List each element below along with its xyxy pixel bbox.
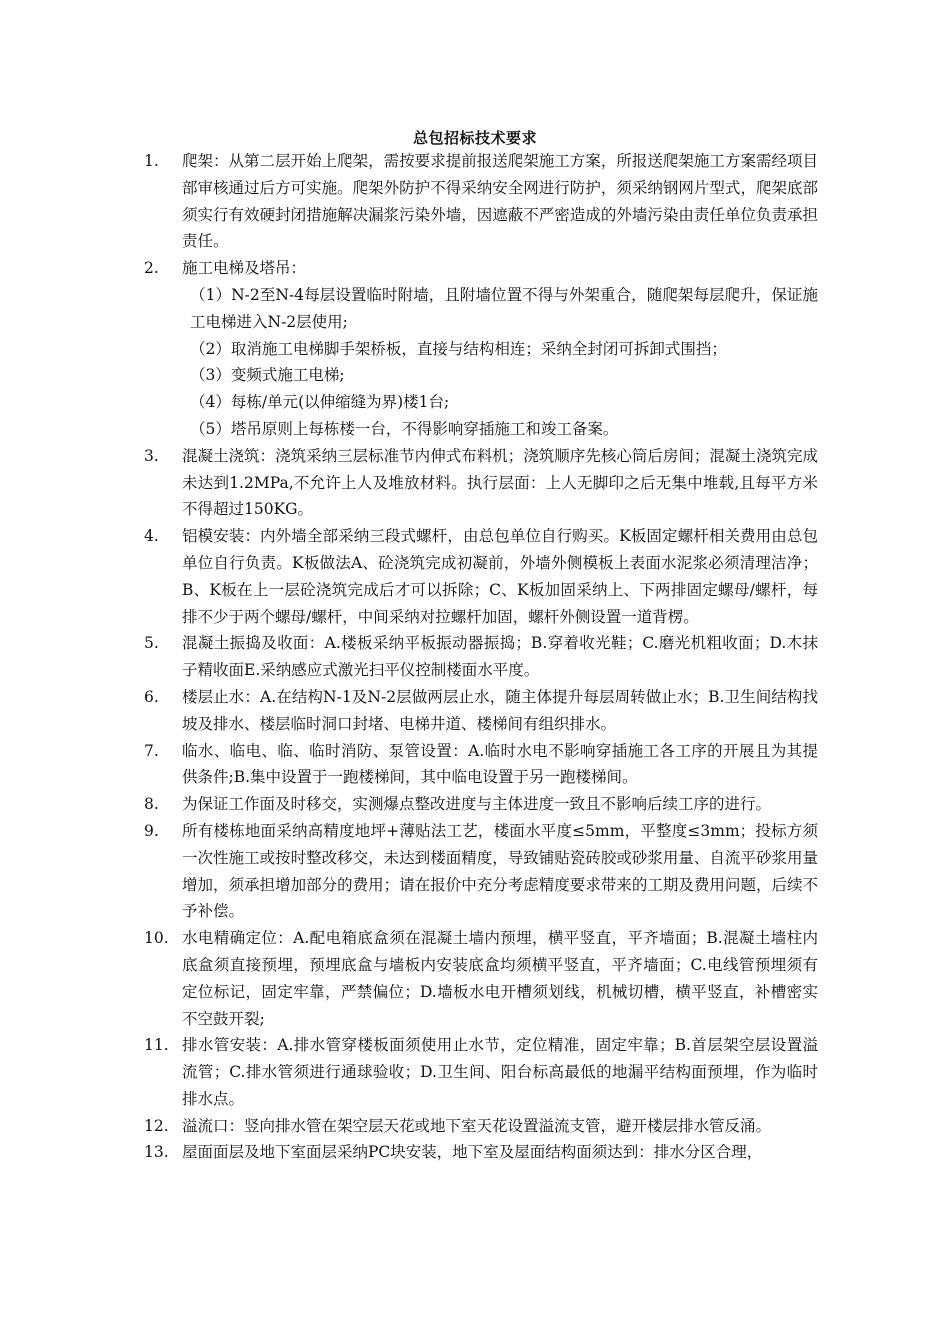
item-body	[182, 148, 818, 255]
item-number: 9.	[144, 821, 159, 840]
item-text: 为保证工作面及时移交，实测爆点整改进度与主体进度一致且不影响后续工序的进行。	[182, 795, 772, 814]
requirement-item	[138, 523, 818, 630]
item-body	[182, 925, 818, 1032]
item-body	[182, 255, 818, 443]
requirement-item	[138, 738, 818, 792]
item-number: 1.	[144, 152, 159, 170]
sub-item-list	[182, 282, 818, 443]
item-body	[182, 684, 818, 738]
requirement-item	[138, 818, 818, 925]
item-number: 7.	[144, 741, 159, 760]
item-body	[182, 1032, 818, 1112]
item-number: 10.	[144, 929, 169, 948]
sub-item: （1）N-2至N-4每层设置临时附墙，且附墙位置不得与外架重合，随爬架每层爬升，保证施工电梯进入N-2层使用;	[190, 285, 818, 331]
item-number: 8.	[144, 795, 159, 814]
item-text: 铝模安装：内外墙全部采纳三段式螺杆，由总包单位自行购买。K板固定螺杆相关费用由总包单位自行负责。K板做法A、砼浇筑完成初凝前，外墙外侧模板上表面水泥浆必须清理洁净；B、K板在上一层砼浇筑完成后才可以拆除；C、K板加固采纳上、下两排固定螺母/螺杆，每排不少于两个螺母/螺杆，中间采纳对拉螺杆加固，螺杆外侧设置一道背楞。	[182, 527, 818, 626]
requirement-item	[138, 148, 818, 255]
document-title: 总包招标技术要求	[412, 129, 537, 147]
item-body	[182, 1113, 818, 1140]
item-text: 混凝土振捣及收面：A.楼板采纳平板振动器振捣；B.穿着收光鞋；C.磨光机粗收面；D.木抹子精收面E.采纳感应式激光扫平仪控制楼面水平度。	[182, 634, 818, 680]
item-number: 3.	[144, 446, 159, 465]
item-body	[182, 738, 818, 792]
item-text: 溢流口：竖向排水管在架空层天花或地下室天花设置溢流支管，避开楼层排水管反涌。	[182, 1116, 772, 1135]
requirement-item	[138, 1113, 818, 1140]
requirement-item	[138, 443, 818, 523]
sub-item: （4）每栋/单元(以伸缩缝为界)楼1台;	[190, 393, 450, 412]
item-text: 临水、临电、临、临时消防、泵管设置：A.临时水电不影响穿插施工各工序的开展且为其提供条件;B.集中设置于一跑楼梯间，其中临电设置于另一跑楼梯间。	[182, 741, 818, 787]
item-body	[182, 443, 818, 523]
item-text: 楼层止水：A.在结构N-1及N-2层做两层止水，随主体提升每层周转做止水；B.卫生间结构找坡及排水、楼层临时洞口封堵、电梯井道、楼梯间有组织排水。	[182, 687, 818, 733]
item-text: 爬架：从第二层开始上爬架，需按要求提前报送爬架施工方案，所报送爬架施工方案需经项目部审核通过后方可实施。爬架外防护不得采纳安全网进行防护，须采纳钢网片型式，爬架底部须实行有效硬封闭措施解决漏浆污染外墙，因遮蔽不严密造成的外墙污染由责任单位负责承担责任。	[182, 152, 818, 251]
item-number: 12.	[144, 1116, 169, 1135]
requirement-item	[138, 1032, 818, 1112]
item-body	[182, 818, 818, 925]
item-number: 4.	[144, 527, 159, 546]
item-body	[182, 630, 818, 684]
item-number: 11.	[144, 1036, 169, 1055]
requirement-item	[138, 1139, 818, 1166]
item-body	[182, 1139, 818, 1166]
item-number: 2.	[144, 259, 159, 278]
item-number: 6.	[144, 687, 159, 706]
item-body	[182, 791, 818, 818]
requirement-item	[138, 791, 818, 818]
item-text: 所有楼栋地面采纳高精度地坪+薄贴法工艺，楼面水平度≤5mm，平整度≤3mm；投标方须一次性施工或按时整改移交，未达到楼面精度，导致铺贴瓷砖胶或砂浆用量、自流平砂浆用量增加，须承担增加部分的费用；请在报价中充分考虑精度要求带来的工期及费用问题，后续不予补偿。	[182, 821, 818, 921]
item-text: 水电精确定位：A.配电箱底盒须在混凝土墙内预埋，横平竖直，平齐墙面；B.混凝土墙柱内底盒须直接预埋，预埋底盒与墙板内安装底盒均须横平竖直，平齐墙面；C.电线管预埋须有定位标记，固定牢靠，严禁偏位；D.墙板水电开槽须划线，机械切槽，横平竖直，补槽密实不空鼓开裂;	[182, 929, 818, 1028]
sub-item: （3）变频式施工电梯;	[190, 366, 345, 385]
item-text: 屋面面层及地下室面层采纳PC块安装，地下室及屋面结构面须达到：排水分区合理，	[182, 1143, 763, 1162]
item-text: 混凝土浇筑：浇筑采纳三层标准节内伸式布料机；浇筑顺序先核心筒后房间；混凝土浇筑完成未达到1.2MPa,不允许上人及堆放材料。执行层面：上人无脚印之后无集中堆载,且每平方米不得超过150KG。	[182, 446, 818, 519]
requirement-item	[138, 925, 818, 1032]
requirement-item	[138, 684, 818, 738]
sub-item: （2）取消施工电梯脚手架桥板，直接与结构相连；采纳全封闭可拆卸式围挡；	[190, 339, 727, 358]
sub-item: （5）塔吊原则上每栋楼一台，不得影响穿插施工和竣工备案。	[190, 419, 619, 438]
requirement-item	[138, 255, 818, 443]
requirement-item	[138, 630, 818, 684]
requirements-list	[138, 148, 818, 1166]
item-text: 施工电梯及塔吊：	[182, 259, 307, 278]
item-body	[182, 523, 818, 630]
item-text: 排水管安装：A.排水管穿楼板面须使用止水节，定位精准，固定牢靠；B.首层架空层设置溢流管；C.排水管须进行通球验收；D.卫生间、阳台标高最低的地漏平结构面预埋，作为临时排水点。	[182, 1036, 818, 1108]
item-number: 5.	[144, 634, 159, 653]
item-number: 13.	[144, 1143, 169, 1162]
